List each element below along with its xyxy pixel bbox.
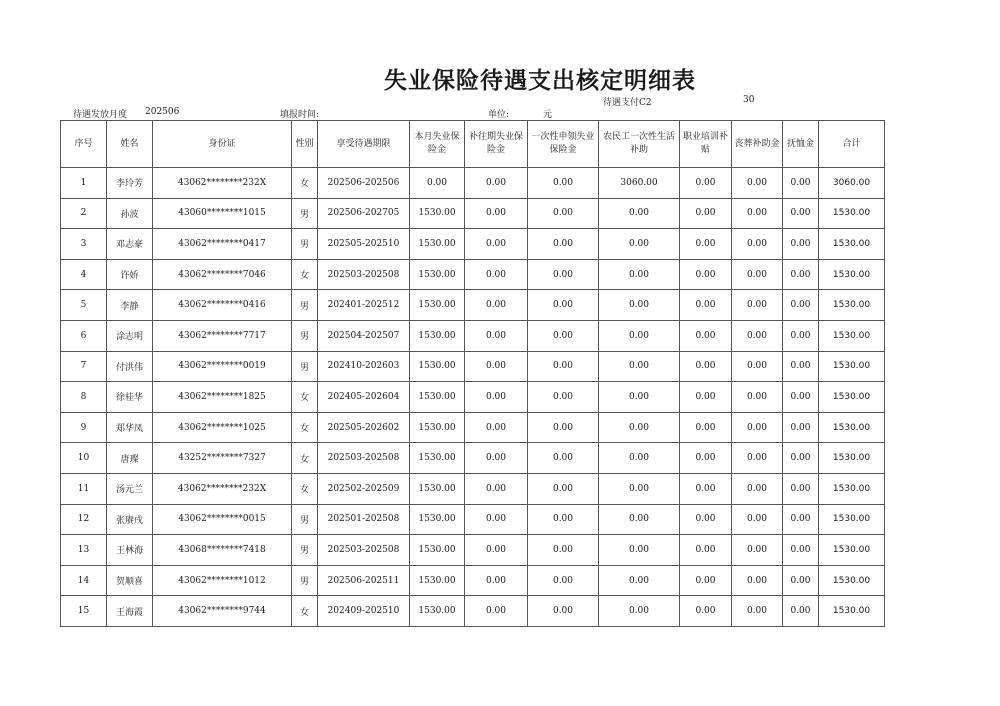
col-header-funeral: 丧葬补助金 (732, 121, 783, 168)
cell-name: 李玲芳 (107, 168, 153, 199)
cell-seq: 10 (61, 443, 107, 474)
cell-pension: 0.00 (783, 351, 819, 382)
table-row (61, 229, 885, 260)
cell-training: 0.00 (680, 168, 732, 199)
cell-back-pay: 0.00 (465, 382, 528, 413)
cell-period: 202505-202510 (318, 229, 410, 260)
cell-total: 1530.00 (819, 198, 885, 229)
cell-funeral: 0.00 (732, 535, 783, 566)
cell-period: 202503-202508 (318, 535, 410, 566)
cell-funeral: 0.00 (732, 504, 783, 535)
cell-name: 郑华凤 (107, 412, 153, 443)
cell-lump-sum: 0.00 (528, 443, 599, 474)
cell-gender: 女 (292, 596, 318, 627)
cell-back-pay: 0.00 (465, 229, 528, 260)
cell-id: 43062********0019 (153, 351, 292, 382)
page-number: 30 (743, 95, 755, 105)
table-row (61, 412, 885, 443)
cell-funeral: 0.00 (732, 198, 783, 229)
cell-monthly-benefit: 1530.00 (410, 320, 465, 351)
cell-total: 1530.00 (819, 473, 885, 504)
cell-pension: 0.00 (783, 473, 819, 504)
benefit-detail-table (60, 120, 885, 627)
cell-funeral: 0.00 (732, 565, 783, 596)
cell-monthly-benefit: 1530.00 (410, 504, 465, 535)
cell-monthly-benefit: 1530.00 (410, 198, 465, 229)
cell-gender: 男 (292, 565, 318, 596)
cell-pension: 0.00 (783, 535, 819, 566)
cell-funeral: 0.00 (732, 320, 783, 351)
table-row (61, 198, 885, 229)
col-header-lump-sum: 一次性申领失业保险金 (528, 121, 599, 168)
cell-seq: 2 (61, 198, 107, 229)
table-row (61, 351, 885, 382)
cell-seq: 11 (61, 473, 107, 504)
cell-gender: 女 (292, 168, 318, 199)
table-row (61, 473, 885, 504)
cell-gender: 女 (292, 412, 318, 443)
col-header-period: 享受待遇期限 (318, 121, 410, 168)
cell-total: 1530.00 (819, 229, 885, 260)
cell-total: 1530.00 (819, 290, 885, 321)
cell-migrant-subsidy: 3060.00 (599, 168, 680, 199)
cell-seq: 12 (61, 504, 107, 535)
cell-gender: 男 (292, 351, 318, 382)
cell-pension: 0.00 (783, 382, 819, 413)
cell-period: 202504-202507 (318, 320, 410, 351)
cell-lump-sum: 0.00 (528, 473, 599, 504)
cell-lump-sum: 0.00 (528, 565, 599, 596)
cell-name: 王林海 (107, 535, 153, 566)
cell-training: 0.00 (680, 320, 732, 351)
cell-funeral: 0.00 (732, 596, 783, 627)
cell-migrant-subsidy: 0.00 (599, 259, 680, 290)
cell-id: 43062********7717 (153, 320, 292, 351)
table-row (61, 504, 885, 535)
cell-monthly-benefit: 1530.00 (410, 290, 465, 321)
cell-funeral: 0.00 (732, 259, 783, 290)
cell-name: 王海霞 (107, 596, 153, 627)
col-header-total: 合计 (819, 121, 885, 168)
cell-period: 202503-202508 (318, 443, 410, 474)
cell-training: 0.00 (680, 290, 732, 321)
col-header-id: 身份证 (153, 121, 292, 168)
month-label: 待遇发放月度 (73, 110, 128, 120)
cell-pension: 0.00 (783, 504, 819, 535)
cell-monthly-benefit: 1530.00 (410, 412, 465, 443)
col-header-gender: 性别 (292, 121, 318, 168)
cell-name: 许娇 (107, 259, 153, 290)
cell-monthly-benefit: 1530.00 (410, 565, 465, 596)
cell-total: 1530.00 (819, 596, 885, 627)
cell-period: 202410-202603 (318, 351, 410, 382)
cell-back-pay: 0.00 (465, 290, 528, 321)
cell-back-pay: 0.00 (465, 168, 528, 199)
cell-migrant-subsidy: 0.00 (599, 382, 680, 413)
cell-pension: 0.00 (783, 320, 819, 351)
cell-seq: 8 (61, 382, 107, 413)
cell-id: 43062********7046 (153, 259, 292, 290)
cell-period: 202503-202508 (318, 259, 410, 290)
cell-pension: 0.00 (783, 198, 819, 229)
cell-migrant-subsidy: 0.00 (599, 290, 680, 321)
col-header-training: 职业培训补贴 (680, 121, 732, 168)
cell-id: 43062********1025 (153, 412, 292, 443)
cell-back-pay: 0.00 (465, 535, 528, 566)
col-header-name: 姓名 (107, 121, 153, 168)
cell-total: 1530.00 (819, 412, 885, 443)
page-title: 失业保险待遇支出核定明细表 (384, 68, 696, 94)
cell-gender: 男 (292, 290, 318, 321)
cell-seq: 4 (61, 259, 107, 290)
cell-monthly-benefit: 1530.00 (410, 443, 465, 474)
cell-training: 0.00 (680, 443, 732, 474)
cell-period: 202506-202511 (318, 565, 410, 596)
cell-training: 0.00 (680, 504, 732, 535)
cell-monthly-benefit: 1530.00 (410, 382, 465, 413)
cell-migrant-subsidy: 0.00 (599, 229, 680, 260)
unit-label: 单位: (488, 110, 510, 120)
cell-gender: 男 (292, 198, 318, 229)
cell-monthly-benefit: 1530.00 (410, 351, 465, 382)
cell-name: 李静 (107, 290, 153, 321)
cell-gender: 男 (292, 320, 318, 351)
cell-seq: 13 (61, 535, 107, 566)
cell-back-pay: 0.00 (465, 320, 528, 351)
cell-migrant-subsidy: 0.00 (599, 535, 680, 566)
cell-total: 3060.00 (819, 168, 885, 199)
table-row (61, 382, 885, 413)
cell-back-pay: 0.00 (465, 596, 528, 627)
cell-migrant-subsidy: 0.00 (599, 473, 680, 504)
cell-name: 汤元兰 (107, 473, 153, 504)
cell-total: 1530.00 (819, 351, 885, 382)
cell-back-pay: 0.00 (465, 351, 528, 382)
table-row (61, 596, 885, 627)
cell-monthly-benefit: 1530.00 (410, 229, 465, 260)
cell-migrant-subsidy: 0.00 (599, 320, 680, 351)
cell-lump-sum: 0.00 (528, 596, 599, 627)
cell-training: 0.00 (680, 351, 732, 382)
cell-lump-sum: 0.00 (528, 229, 599, 260)
cell-period: 202506-202705 (318, 198, 410, 229)
cell-pension: 0.00 (783, 565, 819, 596)
cell-gender: 男 (292, 229, 318, 260)
table-row (61, 259, 885, 290)
cell-pension: 0.00 (783, 168, 819, 199)
cell-funeral: 0.00 (732, 412, 783, 443)
fill-time-label: 填报时间: (280, 110, 320, 120)
cell-training: 0.00 (680, 596, 732, 627)
cell-migrant-subsidy: 0.00 (599, 504, 680, 535)
cell-training: 0.00 (680, 535, 732, 566)
cell-back-pay: 0.00 (465, 504, 528, 535)
cell-lump-sum: 0.00 (528, 351, 599, 382)
cell-pension: 0.00 (783, 596, 819, 627)
cell-gender: 男 (292, 504, 318, 535)
cell-back-pay: 0.00 (465, 198, 528, 229)
cell-migrant-subsidy: 0.00 (599, 596, 680, 627)
cell-funeral: 0.00 (732, 443, 783, 474)
form-code: 待遇支付C2 (603, 98, 652, 108)
table-row (61, 565, 885, 596)
col-header-migrant-subsidy: 农民工一次性生活补助 (599, 121, 680, 168)
header-row (61, 121, 885, 168)
cell-pension: 0.00 (783, 259, 819, 290)
cell-pension: 0.00 (783, 412, 819, 443)
unit-value: 元 (543, 110, 553, 120)
cell-period: 202409-202510 (318, 596, 410, 627)
cell-id: 43062********1825 (153, 382, 292, 413)
col-header-pension: 抚恤金 (783, 121, 819, 168)
cell-pension: 0.00 (783, 443, 819, 474)
cell-gender: 女 (292, 259, 318, 290)
cell-training: 0.00 (680, 229, 732, 260)
cell-period: 202505-202602 (318, 412, 410, 443)
cell-total: 1530.00 (819, 382, 885, 413)
cell-migrant-subsidy: 0.00 (599, 443, 680, 474)
cell-funeral: 0.00 (732, 382, 783, 413)
cell-monthly-benefit: 1530.00 (410, 596, 465, 627)
cell-id: 43062********9744 (153, 596, 292, 627)
cell-total: 1530.00 (819, 535, 885, 566)
cell-seq: 7 (61, 351, 107, 382)
cell-id: 43062********0417 (153, 229, 292, 260)
cell-funeral: 0.00 (732, 290, 783, 321)
cell-training: 0.00 (680, 382, 732, 413)
cell-name: 贺顺喜 (107, 565, 153, 596)
cell-gender: 女 (292, 473, 318, 504)
cell-seq: 1 (61, 168, 107, 199)
cell-funeral: 0.00 (732, 168, 783, 199)
cell-id: 43062********232X (153, 168, 292, 199)
cell-total: 1530.00 (819, 443, 885, 474)
col-header-back-pay: 补往期失业保险金 (465, 121, 528, 168)
cell-gender: 女 (292, 443, 318, 474)
cell-seq: 3 (61, 229, 107, 260)
cell-seq: 6 (61, 320, 107, 351)
cell-back-pay: 0.00 (465, 473, 528, 504)
table-row (61, 290, 885, 321)
cell-lump-sum: 0.00 (528, 168, 599, 199)
cell-training: 0.00 (680, 565, 732, 596)
cell-gender: 男 (292, 535, 318, 566)
cell-total: 1530.00 (819, 320, 885, 351)
cell-back-pay: 0.00 (465, 412, 528, 443)
cell-total: 1530.00 (819, 259, 885, 290)
table-row (61, 535, 885, 566)
cell-name: 徐桂华 (107, 382, 153, 413)
cell-pension: 0.00 (783, 290, 819, 321)
cell-back-pay: 0.00 (465, 259, 528, 290)
cell-lump-sum: 0.00 (528, 382, 599, 413)
cell-id: 43062********0416 (153, 290, 292, 321)
cell-migrant-subsidy: 0.00 (599, 412, 680, 443)
cell-funeral: 0.00 (732, 473, 783, 504)
cell-name: 邓志豪 (107, 229, 153, 260)
cell-period: 202401-202512 (318, 290, 410, 321)
table-row (61, 168, 885, 199)
cell-pension: 0.00 (783, 229, 819, 260)
table-row (61, 443, 885, 474)
cell-funeral: 0.00 (732, 229, 783, 260)
cell-name: 付洪伟 (107, 351, 153, 382)
cell-period: 202501-202508 (318, 504, 410, 535)
cell-migrant-subsidy: 0.00 (599, 351, 680, 382)
cell-period: 202506-202506 (318, 168, 410, 199)
cell-total: 1530.00 (819, 504, 885, 535)
cell-monthly-benefit: 0.00 (410, 168, 465, 199)
cell-lump-sum: 0.00 (528, 320, 599, 351)
cell-back-pay: 0.00 (465, 443, 528, 474)
cell-back-pay: 0.00 (465, 565, 528, 596)
table-row (61, 320, 885, 351)
cell-name: 张赓戌 (107, 504, 153, 535)
cell-id: 43062********0015 (153, 504, 292, 535)
cell-lump-sum: 0.00 (528, 504, 599, 535)
cell-training: 0.00 (680, 198, 732, 229)
cell-period: 202405-202604 (318, 382, 410, 413)
cell-id: 43060********1015 (153, 198, 292, 229)
cell-id: 43252********7327 (153, 443, 292, 474)
cell-training: 0.00 (680, 412, 732, 443)
cell-migrant-subsidy: 0.00 (599, 565, 680, 596)
cell-seq: 5 (61, 290, 107, 321)
cell-funeral: 0.00 (732, 351, 783, 382)
cell-seq: 14 (61, 565, 107, 596)
cell-id: 43062********232X (153, 473, 292, 504)
cell-seq: 15 (61, 596, 107, 627)
cell-name: 孙波 (107, 198, 153, 229)
cell-lump-sum: 0.00 (528, 535, 599, 566)
cell-name: 唐璨 (107, 443, 153, 474)
cell-gender: 女 (292, 382, 318, 413)
cell-training: 0.00 (680, 259, 732, 290)
cell-lump-sum: 0.00 (528, 198, 599, 229)
cell-monthly-benefit: 1530.00 (410, 473, 465, 504)
cell-training: 0.00 (680, 473, 732, 504)
cell-lump-sum: 0.00 (528, 290, 599, 321)
cell-name: 涂志明 (107, 320, 153, 351)
cell-period: 202502-202509 (318, 473, 410, 504)
cell-migrant-subsidy: 0.00 (599, 198, 680, 229)
month-value: 202506 (145, 107, 180, 117)
cell-monthly-benefit: 1530.00 (410, 259, 465, 290)
cell-monthly-benefit: 1530.00 (410, 535, 465, 566)
cell-id: 43068********7418 (153, 535, 292, 566)
col-header-seq: 序号 (61, 121, 107, 168)
col-header-monthly-benefit: 本月失业保险金 (410, 121, 465, 168)
cell-lump-sum: 0.00 (528, 412, 599, 443)
cell-id: 43062********1012 (153, 565, 292, 596)
cell-seq: 9 (61, 412, 107, 443)
cell-total: 1530.00 (819, 565, 885, 596)
cell-lump-sum: 0.00 (528, 259, 599, 290)
